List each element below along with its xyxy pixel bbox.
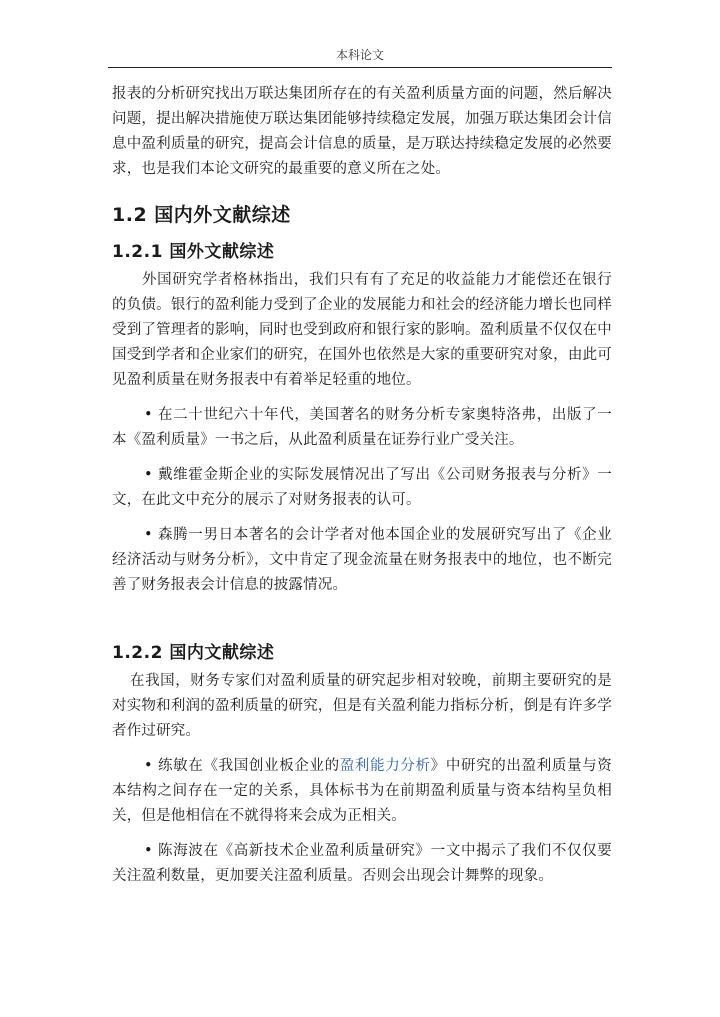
domestic-review-paragraph: 在我国，财务专家们对盈利质量的研究起步相对较晚，前期主要研究的是对实物和利润的盈利质量的研究，但是有关盈利能力指标分析，倒是有许多学者作过研究。 [112,673,612,739]
section-heading-1-2: 1.2 国内外文献综述 [112,204,291,226]
domestic-bullet-1-text-b: 》中研究的出盈利质量与资本结构之间存在一定的关系，具体标书为在前期盈利质量与资本结构呈负相关，但是他相信在不就得将来会成为正相关。 [112,758,612,824]
section-heading-1-2-2: 1.2.2 国内文献综述 [112,643,275,663]
foreign-bullet-3: • 森腾一男日本著名的会计学者对他本国企业的发展研究写出了《企业经济活动与财务分析》，文中肯定了现金流量在财务报表中的地位，也不断完善了财务报表会计信息的披露情况。 [112,527,612,593]
profitability-analysis-link[interactable]: 盈利能力分析 [339,758,431,774]
header-rule [108,67,612,68]
domestic-bullet-1 [112,754,612,829]
domestic-bullet-1-text-a: • 练敏在《我国创业板企业的 [144,758,340,774]
intro-paragraph: 报表的分析研究找出万联达集团所存在的有关盈利质量方面的问题，然后解决问题，提出解决措施使万联达集团能够持续稳定发展，加强万联达集团会计信息中盈利质量的研究，提高会计信息的质量，是万联达持续稳定发展的必然要求，也是我们本论文研究的最重要的意义所在之处。 [112,86,612,177]
foreign-bullet-1: • 在二十世纪六十年代，美国著名的财务分析专家奥特洛弗，出版了一本《盈利质量》一书之后，从此盈利质量在证券行业广受关注。 [112,407,612,448]
document-body [112,82,612,889]
foreign-review-paragraph: 外国研究学者格林指出，我们只有有了充足的收益能力才能偿还在银行的负债。银行的盈利能力受到了企业的发展能力和社会的经济能力增长也同样受到了管理者的影响，同时也受到政府和银行家的影响。盈利质量不仅仅在中国受到学者和企业家们的研究，在国外也依然是大家的重要研究对象，由此可见盈利质量在财务报表中有着举足轻重的地位。 [112,272,612,388]
foreign-bullet-2: • 戴维霍金斯企业的实际发展情况出了写出《公司财务报表与分析》一文，在此文中充分的展示了对财务报表的认可。 [112,467,612,508]
domestic-bullet-2: • 陈海波在《高新技术企业盈利质量研究》一文中揭示了我们不仅仅要关注盈利数量，更加要关注盈利质量。否则会出现会计舞弊的现象。 [112,843,612,884]
page-header: 本科论文 [335,48,384,62]
section-heading-1-2-1: 1.2.1 国外文献综述 [112,242,275,262]
